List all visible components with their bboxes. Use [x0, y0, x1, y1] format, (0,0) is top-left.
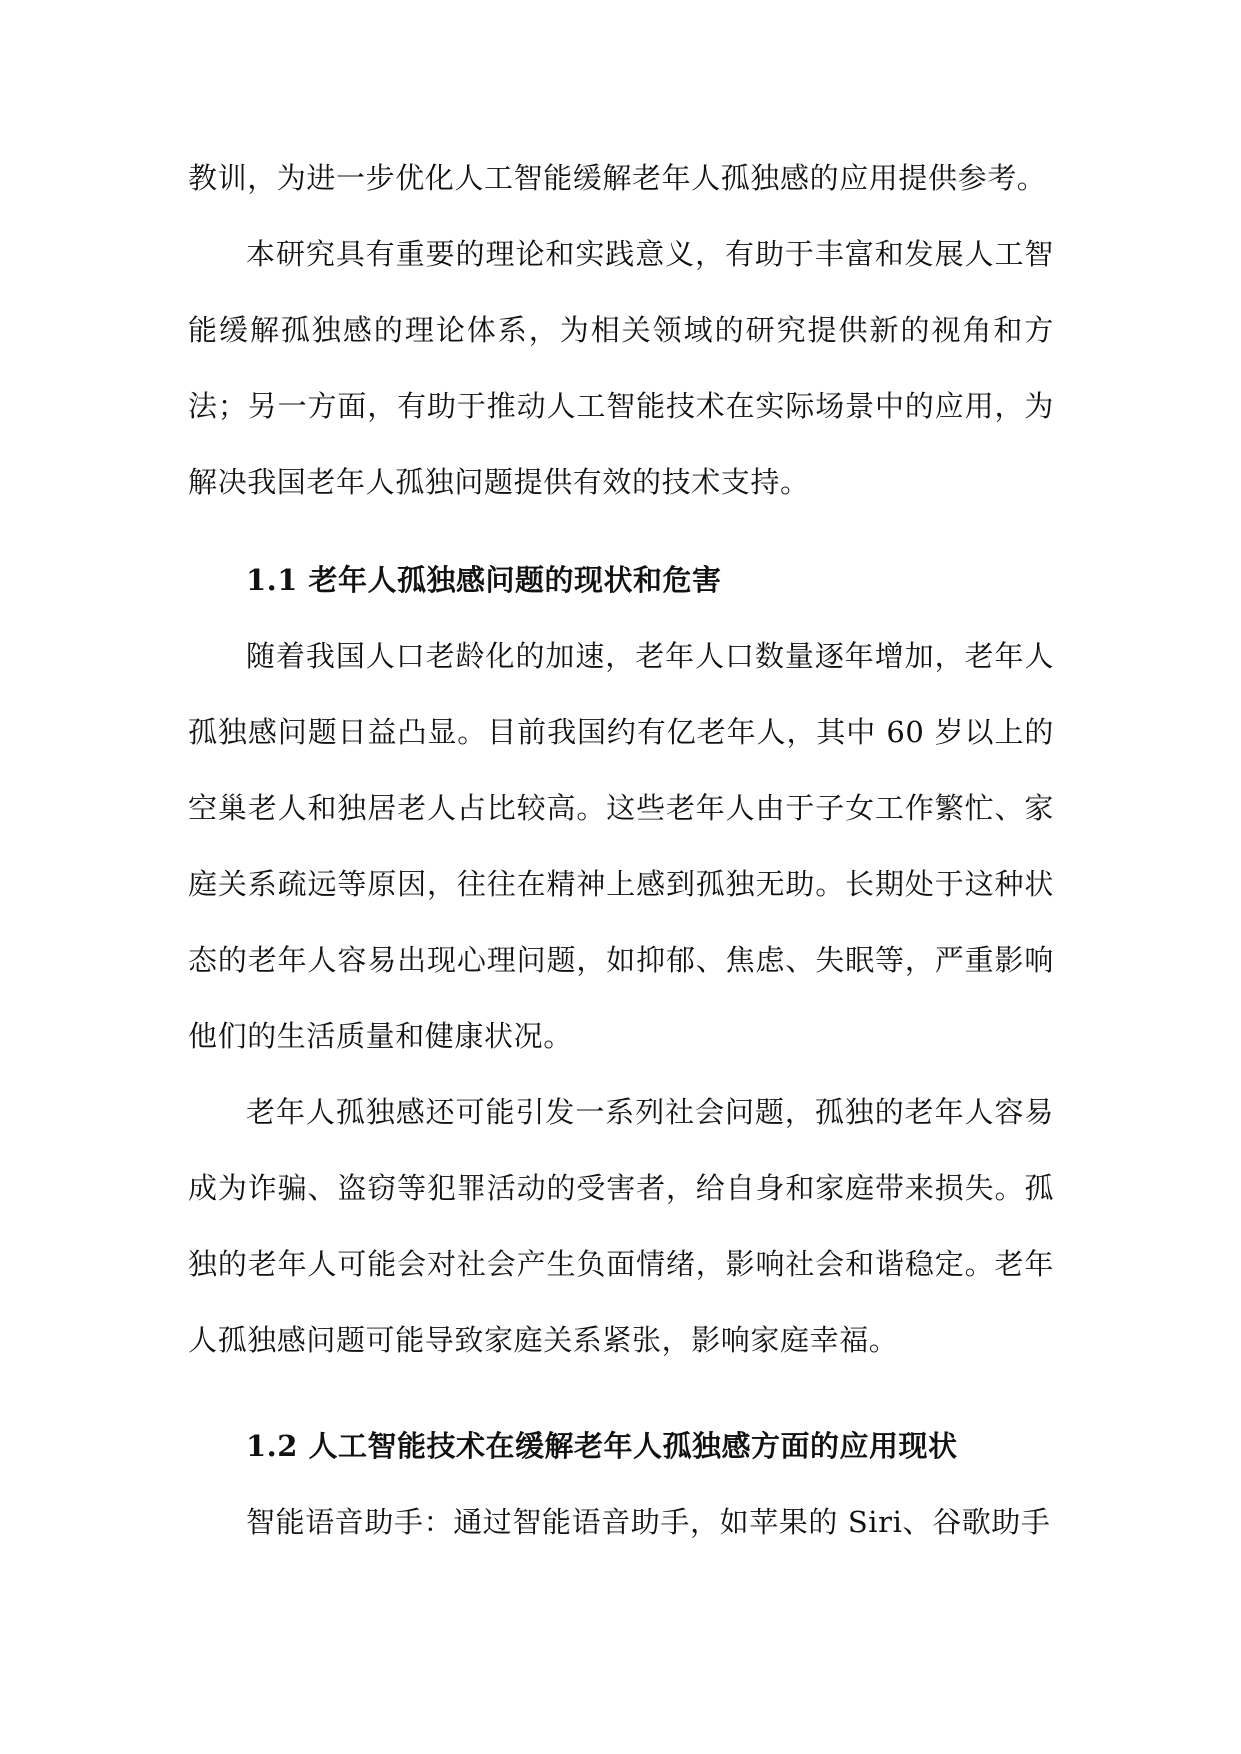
paragraph-voice-assistant: 智能语音助手：通过智能语音助手，如苹果的 Siri、谷歌助手: [246, 1505, 1051, 1539]
spacer: [188, 520, 1054, 542]
section-heading-1-2: 1.2 人工智能技术在缓解老年人孤独感方面的应用现状: [246, 1429, 958, 1463]
section-heading-1-1: 1.1 老年人孤独感问题的现状和危害: [246, 563, 722, 597]
paragraph-significance: 本研究具有重要的理论和实践意义，有助于丰富和发展人工智能缓解孤独感的理论体系，为相关领域的研究提供新的视角和方法；另一方面，有助于推动人工智能技术在实际场景中的应用，为解决我国老年人孤独问题提供有效的技术支持。: [188, 237, 1054, 499]
document-body: [188, 140, 1054, 1560]
spacer: [188, 1378, 1054, 1408]
paragraph-social-problems: 老年人孤独感还可能引发一系列社会问题，孤独的老年人容易成为诈骗、盗窃等犯罪活动的受害者，给自身和家庭带来损失。孤独的老年人可能会对社会产生负面情绪，影响社会和谐稳定。老年人孤独感问题可能导致家庭关系紧张，影响家庭幸福。: [188, 1095, 1054, 1357]
paragraph-current-situation: 随着我国人口老龄化的加速，老年人口数量逐年增加，老年人孤独感问题日益凸显。目前我国约有亿老年人，其中 60 岁以上的空巢老人和独居老人占比较高。这些老年人由于子女工作繁忙、家庭关系疏远等原因，往往在精神上感到孤独无助。长期处于这种状态的老年人容易出现心理问题，如抑郁、焦虑、失眠等，严重影响他们的生活质量和健康状况。: [188, 639, 1054, 1053]
paragraph-continued: 教训，为进一步优化人工智能缓解老年人孤独感的应用提供参考。: [188, 161, 1047, 195]
